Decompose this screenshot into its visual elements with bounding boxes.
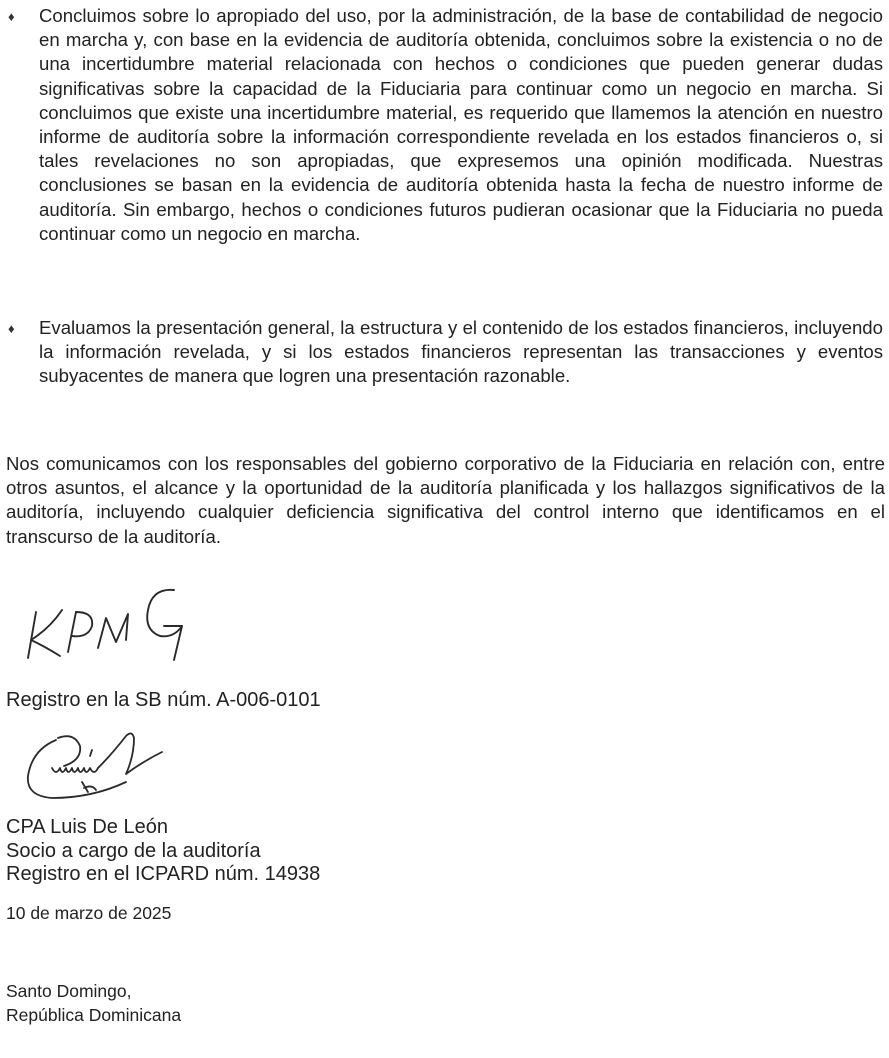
bullet-item-going-concern — [8, 4, 883, 246]
bullet-text: Concluimos sobre lo apropiado del uso, por la administración, de la base de contabilidad de negocio en marcha y, con base en la evidencia de auditoría obtenida, concluimos sobre la existencia o no de una incertidumbre material relacionada con hechos o condiciones que pueden generar dudas significativas sobre la capacidad de la Fiduciaria para continuar como un negocio en marcha. Si concluimos que existe una incertidumbre material, es requerido que llamemos la atención en nuestro informe de auditoría sobre la información correspondiente revelada en los estados financieros o, si tales revelaciones no son apropiadas, que expresemos una opinión modificada. Nuestras conclusiones se basan en la evidencia de auditoría obtenida hasta la fecha de nuestro informe de auditoría. Sin embargo, hechos o condiciones futuros pudieran ocasionar que la Fiduciaria no pueda continuar como un negocio en marcha. — [39, 5, 883, 244]
signer-block — [6, 816, 320, 887]
bullet-text: Evaluamos la presentación general, la estructura y el contenido de los estados financieros, incluyendo la información revelada, y si los estados financieros representan las transacciones y eventos subyacentes de manera que logren una presentación razonable. — [39, 317, 883, 387]
signer-role: Socio a cargo de la auditoría — [6, 839, 261, 862]
report-date: 10 de marzo de 2025 — [6, 903, 172, 923]
diamond-bullet-icon: ♦ — [8, 321, 15, 336]
place-city: Santo Domingo, — [6, 981, 132, 1001]
place-country: República Dominicana — [6, 1004, 182, 1025]
signer-registry: Registro en el ICPARD núm. 14938 — [6, 863, 321, 885]
bullet-item-presentation — [8, 316, 883, 389]
firm-registry-sb: Registro en la SB núm. A-006-0101 — [6, 689, 321, 711]
partner-handwritten-signature — [22, 726, 170, 802]
diamond-bullet-icon: ♦ — [8, 9, 15, 24]
signer-name: CPA Luis De León — [6, 816, 168, 838]
kpmg-handwritten-signature — [22, 582, 212, 662]
report-place — [6, 980, 181, 1027]
communication-paragraph: Nos comunicamos con los responsables del gobierno corporativo de la Fiduciaria en relación con, entre otros asuntos, el alcance y la oportunidad de la auditoría planificada y los hallazgos significativos de la auditoría, incluyendo cualquier deficiencia significativa del control interno que identificamos en el transcurso de la auditoría. — [6, 453, 885, 547]
